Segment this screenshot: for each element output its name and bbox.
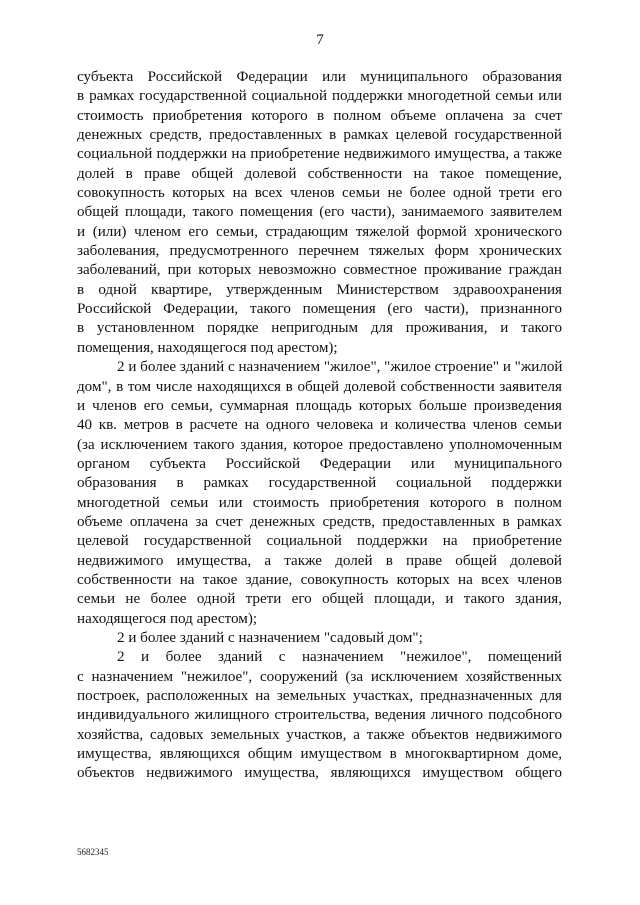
text-line: стоимость приобретения которого в полном объеме оплачена за счет [77,107,562,124]
text-line: Российской Федерации, такого помещения (его части), признанного [77,301,562,318]
text-line: построек, расположенных на земельных участках, предназначенных для [77,688,562,704]
text-line: долей в праве общей долевой собственности на такое помещение, [77,165,562,182]
text-line: 40 кв. метров в расчете на одного человека и количества членов семьи [77,417,562,434]
paragraph [77,358,562,629]
text-line: субъекта Российской Федерации или муниципального образования [77,69,562,85]
text-line: целевой государственной социальной поддержки на приобретение [77,533,562,550]
paragraph [77,68,562,358]
text-line: образования в рамках государственной социальной поддержки [77,475,562,492]
text-line: объеме оплачена за счет денежных средств, предоставленных в рамках [77,513,562,530]
text-line: объектов недвижимого имущества, являющихся имуществом общего [77,765,562,782]
text-line: многодетной семьи или стоимость приобретения которого в полном [77,494,562,511]
text-line: в рамках государственной социальной поддержки многодетной семьи или [77,88,562,105]
text-line: находящегося под арестом); [77,610,258,627]
text-line: дом", в том числе находящихся в общей долевой собственности заявителя [77,378,562,395]
text-line: 2 и более зданий с назначением "садовый дом"; [117,629,423,646]
text-line: социальной поддержки на приобретение недвижимого имущества, а также [77,146,562,163]
text-line: денежных средств, предоставленных в рамках целевой государственной [77,127,562,144]
text-line: семьи не более одной трети его общей площади, и такого здания, [77,591,562,608]
text-line: недвижимого имущества, а также долей в праве общей долевой [77,552,562,569]
text-line: и членов его семьи, суммарная площадь которых больше произведения [77,397,562,414]
text-line: хозяйства, садовых земельных участков, а также объектов недвижимого [77,726,562,743]
text-line: 2 и более зданий с назначением "нежилое", помещений [117,649,562,666]
text-line: имущества, являющихся общим имуществом в многоквартирном доме, [77,746,562,763]
text-line: заболеваний, при которых невозможно совместное проживание граждан [77,262,562,279]
text-line: (за исключением такого здания, которое предоставлено уполномоченным [77,436,562,453]
page-number: 7 [316,32,324,48]
text-line: помещения, находящегося под арестом); [77,339,338,356]
document-body [77,68,562,784]
text-line: органом субъекта Российской Федерации или муниципального [77,455,562,472]
paragraph [77,648,562,783]
text-line: в установленном порядке непригодным для проживания, и такого [77,320,562,337]
text-line: в одной квартире, утвержденным Министерством здравоохранения [77,281,562,298]
text-line: 2 и более зданий с назначением "жилое", "жилое строение" и "жилой [117,359,563,376]
text-line: общей площади, такого помещения (его части), занимаемого заявителем [77,204,562,221]
text-line: совокупность которых на всех членов семьи не более одной трети его [77,185,562,202]
document-code: 5682345 [77,847,109,857]
text-line: собственности на такое здание, совокупность которых на всех членов [77,571,562,588]
text-line: заболевания, предусмотренного перечнем тяжелых форм хронических [77,243,562,260]
text-line: и (или) членом его семьи, страдающим тяжелой формой хронического [77,223,562,240]
text-line: с назначением "нежилое", сооружений (за исключением хозяйственных [77,668,562,685]
paragraph [77,629,562,648]
text-line: индивидуального жилищного строительства, ведения личного подсобного [77,707,562,724]
